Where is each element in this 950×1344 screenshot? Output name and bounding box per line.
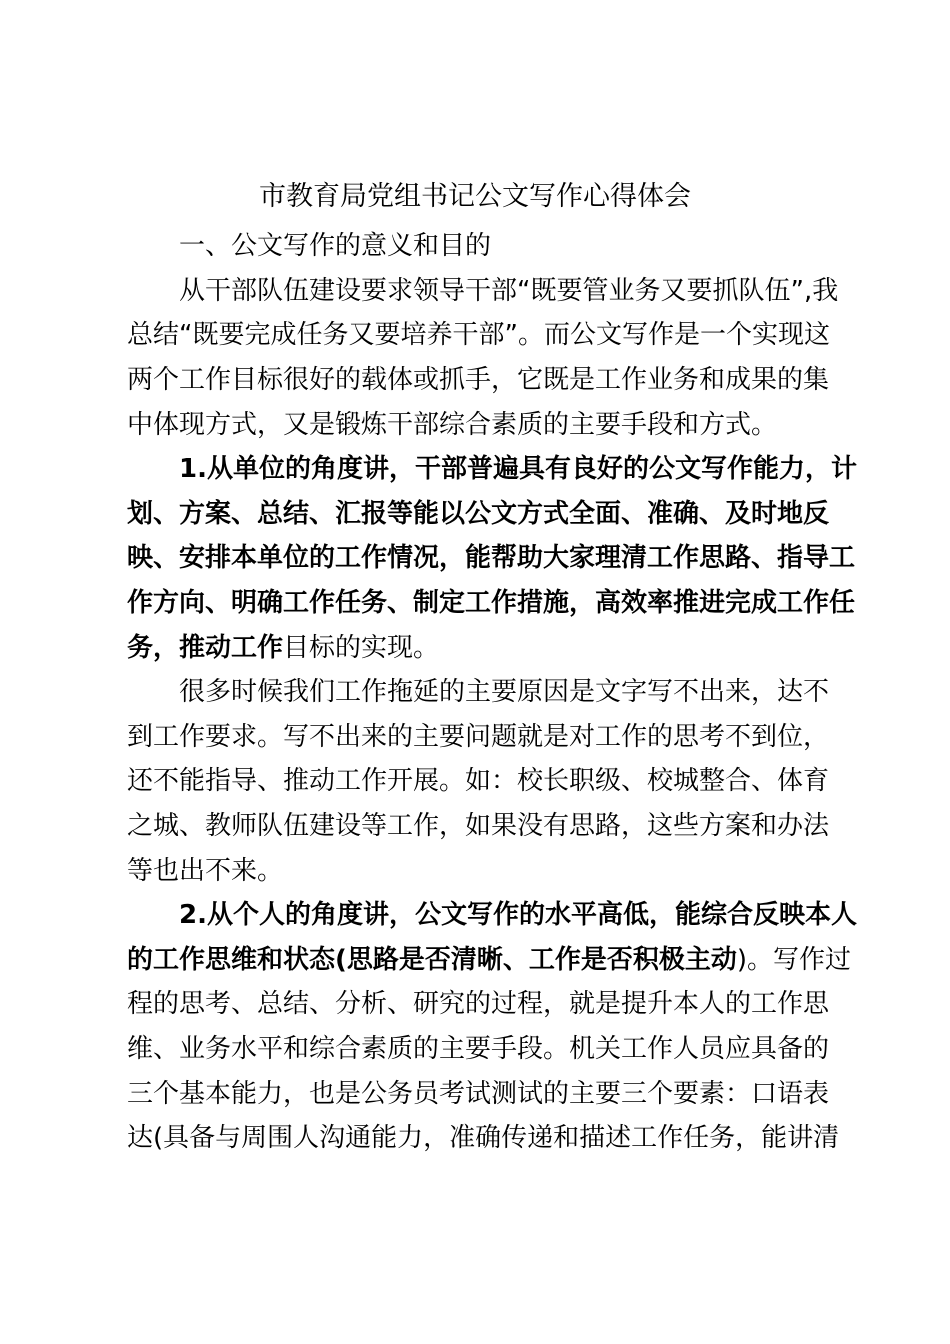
bold-point-line: 映、安排本单位的工作情况，能帮助大家理清工作思路、指导工 [127,543,856,573]
paragraph-line: 很多时候我们工作拖延的主要原因是文字写不出来，达不 [179,677,830,707]
bold-text: 的工作思维和状态(思路是否清晰、工作是否积极主动 [127,945,737,975]
bold-point-line: 2.从个人的角度讲，公文写作的水平高低，能综合反映本人 [179,900,857,930]
mixed-point-line [127,626,827,670]
normal-text: 目标的实现。 [283,633,440,663]
paragraph-line: 从干部队伍建设要求领导干部“既要管业务又要抓队伍”,我 [179,276,839,306]
paragraph-line: 中体现方式，又是锻炼干部综合素质的主要手段和方式。 [127,410,778,440]
bold-point-line: 作方向、明确工作任务、制定工作措施，高效率推进完成工作任 [127,588,856,618]
paragraph-line: 程的思考、总结、分析、研究的过程，就是提升本人的工作思 [127,989,830,1019]
paragraph-line: 之城、教师队伍建设等工作，如果没有思路，这些方案和办法 [127,811,830,841]
paragraph-line: 维、业务水平和综合素质的主要手段。机关工作人员应具备的 [127,1034,830,1064]
normal-text: )。写作过 [736,945,852,975]
paragraph-line: 还不能指导、推动工作开展。如：校长职级、校城整合、体育 [127,766,830,796]
section-heading: 一、公文写作的意义和目的 [179,231,492,261]
bold-text: 务，推动工作 [127,633,284,663]
bold-point-line: 划、方案、总结、汇报等能以公文方式全面、准确、及时地反 [127,499,830,529]
paragraph-line: 总结“既要完成任务又要培养干部”。而公文写作是一个实现这 [127,320,830,350]
mixed-point-line [127,938,852,982]
paragraph-line: 两个工作目标很好的载体或抓手，它既是工作业务和成果的集 [127,365,830,395]
paragraph-line: 达(具备与周围人沟通能力，准确传递和描述工作任务，能讲清 [127,1123,840,1153]
paragraph-line: 到工作要求。写不出来的主要问题就是对工作的思考不到位， [127,722,830,752]
paragraph-line: 三个基本能力，也是公务员考试测试的主要三个要素：口语表 [127,1079,830,1109]
bold-point-line: 1.从单位的角度讲，干部普遍具有良好的公文写作能力，计 [179,454,857,484]
document-title: 市教育局党组书记公文写作心得体会 [259,181,691,212]
paragraph-line: 等也出不来。 [127,856,284,886]
